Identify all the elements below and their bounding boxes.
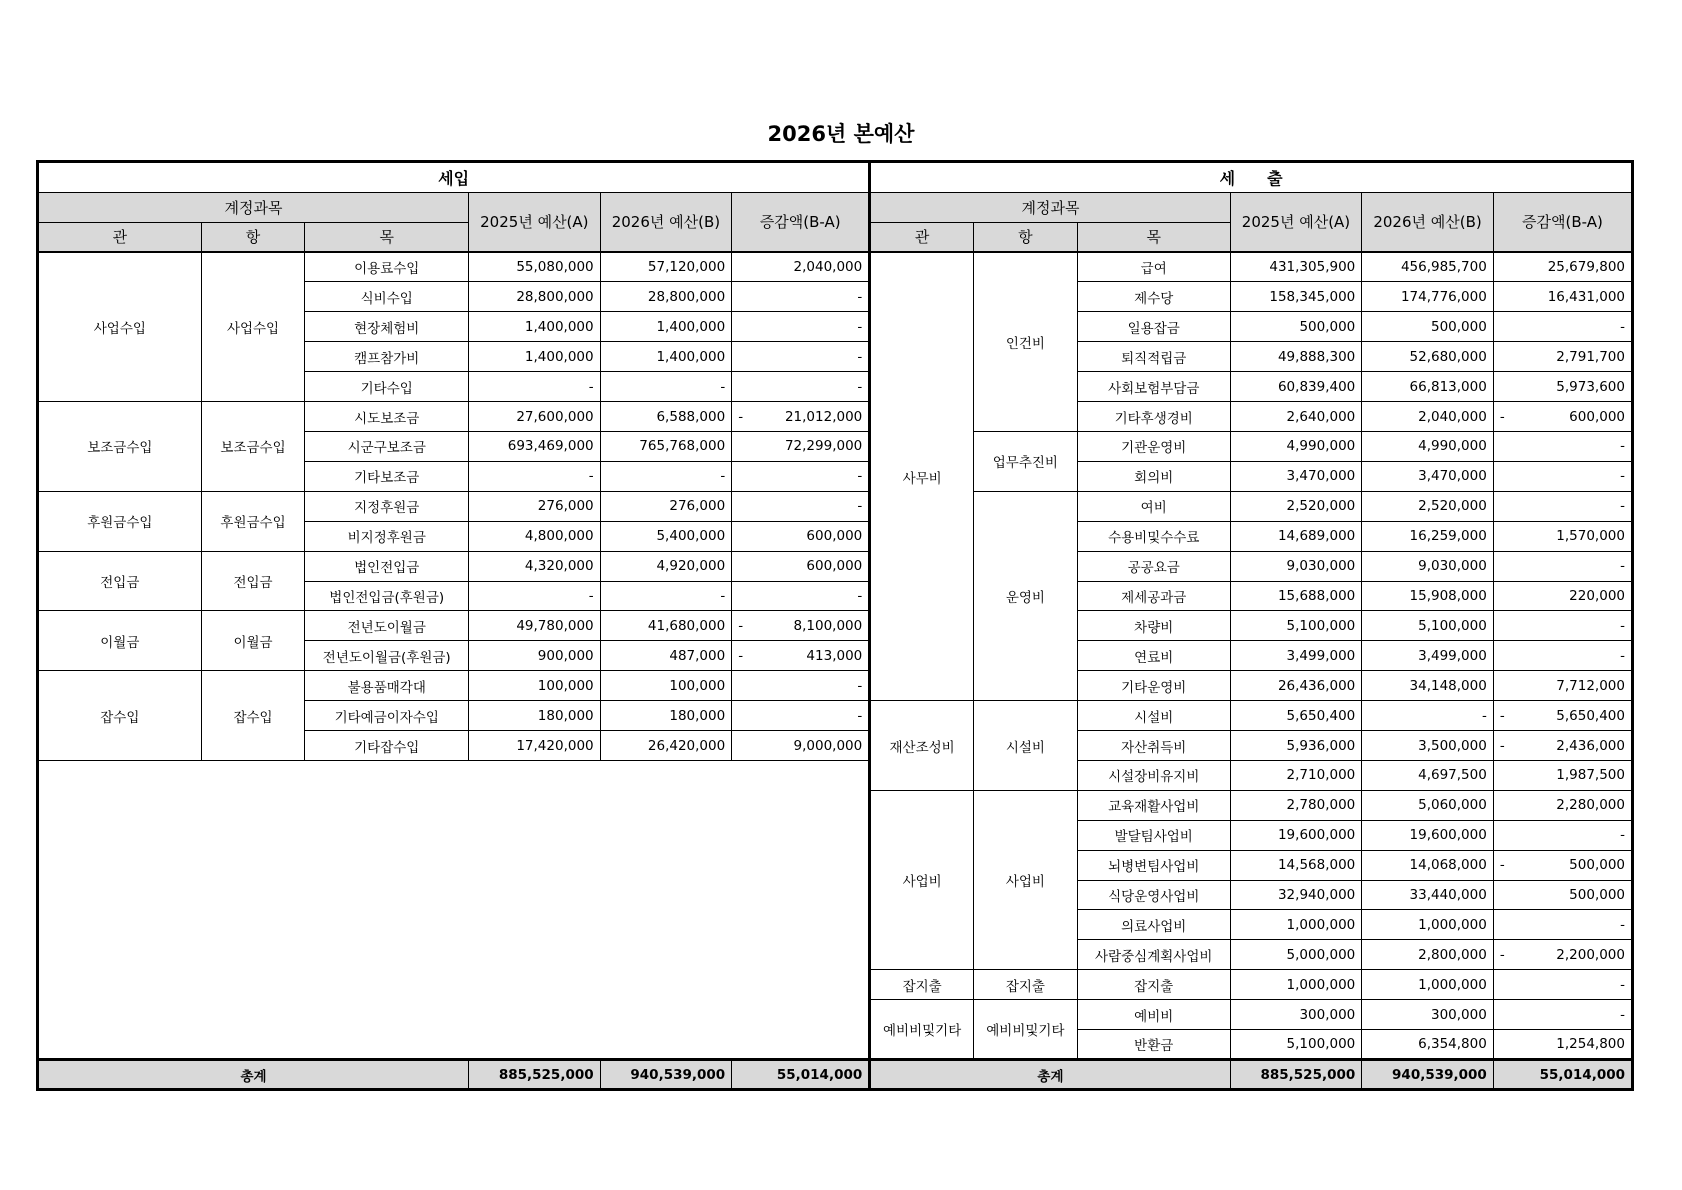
expense-total-a: 885,525,000 — [1230, 1060, 1362, 1090]
income-mok: 식비수입 — [305, 282, 469, 312]
expense-a: 2,710,000 — [1230, 760, 1362, 790]
income-a: 1,400,000 — [469, 342, 601, 372]
expense-mok: 식당운영사업비 — [1077, 880, 1230, 910]
expense-mok: 공공요금 — [1077, 551, 1230, 581]
income-mok: 시도보조금 — [305, 402, 469, 432]
expense-diff: - — [1493, 491, 1632, 521]
income-a: - — [469, 372, 601, 402]
expense-a: 3,470,000 — [1230, 461, 1362, 491]
expense-b: 1,000,000 — [1362, 970, 1494, 1000]
expense-a: 19,600,000 — [1230, 820, 1362, 850]
expense-b: 2,800,000 — [1362, 940, 1494, 970]
expense-mok: 의료사업비 — [1077, 910, 1230, 940]
expense-diff: - — [1493, 431, 1632, 461]
expense-a: 1,000,000 — [1230, 910, 1362, 940]
expense-diff: 25,679,800 — [1493, 252, 1632, 282]
expense-mok: 회의비 — [1077, 461, 1230, 491]
income-diff: - — [732, 491, 870, 521]
income-b: 487,000 — [600, 641, 732, 671]
income-diff-value: 413,000 — [806, 647, 863, 664]
expense-diff-sign: - — [1499, 857, 1505, 874]
income-diff — [732, 402, 870, 432]
expense-diff: 5,973,600 — [1493, 372, 1632, 402]
income-diff: 9,000,000 — [732, 731, 870, 761]
expense-mok: 급여 — [1077, 252, 1230, 282]
expense-a: 5,100,000 — [1230, 1030, 1362, 1060]
expense-diff: 7,712,000 — [1493, 671, 1632, 701]
expense-diff: 16,431,000 — [1493, 282, 1632, 312]
total-row — [38, 1060, 1633, 1090]
expense-a: 5,650,400 — [1230, 701, 1362, 731]
table-row — [38, 252, 1633, 282]
income-diff: 600,000 — [732, 521, 870, 551]
expense-a: 158,345,000 — [1230, 282, 1362, 312]
expense-b: 52,680,000 — [1362, 342, 1494, 372]
income-b: 1,400,000 — [600, 342, 732, 372]
expense-diff: - — [1493, 461, 1632, 491]
expense-diff-sign: - — [1499, 946, 1505, 963]
expense-diff: - — [1493, 611, 1632, 641]
table-row — [38, 760, 1633, 790]
expense-hang: 운영비 — [974, 491, 1078, 700]
income-a: 27,600,000 — [469, 402, 601, 432]
income-b: 100,000 — [600, 671, 732, 701]
income-hang: 후원금수입 — [201, 491, 305, 551]
expense-a: 60,839,400 — [1230, 372, 1362, 402]
income-blank-area — [38, 760, 870, 1059]
income-a: 693,469,000 — [469, 431, 601, 461]
expense-b: 15,908,000 — [1362, 581, 1494, 611]
expense-diff: 500,000 — [1493, 880, 1632, 910]
income-gwan: 후원금수입 — [38, 491, 202, 551]
expense-b: 3,499,000 — [1362, 641, 1494, 671]
income-diff-value: 8,100,000 — [793, 617, 863, 634]
income-a: 180,000 — [469, 701, 601, 731]
expense-header-b: 2026년 예산(B) — [1362, 192, 1494, 252]
income-hang: 전입금 — [201, 551, 305, 611]
income-a: 4,320,000 — [469, 551, 601, 581]
expense-mok: 제수당 — [1077, 282, 1230, 312]
income-mok: 전년도이월금(후원금) — [305, 641, 469, 671]
expense-b: 2,040,000 — [1362, 402, 1494, 432]
income-total-diff: 55,014,000 — [732, 1060, 870, 1090]
income-mok: 이용료수입 — [305, 252, 469, 282]
expense-hang: 사업비 — [974, 790, 1078, 969]
expense-b: 2,520,000 — [1362, 491, 1494, 521]
income-diff — [732, 611, 870, 641]
income-diff: 72,299,000 — [732, 431, 870, 461]
income-b: 1,400,000 — [600, 312, 732, 342]
income-header-mok: 목 — [305, 222, 469, 252]
expense-hang: 잡지출 — [974, 970, 1078, 1000]
page-title: 2026년 본예산 — [767, 122, 915, 146]
expense-diff-sign: - — [1499, 408, 1505, 425]
expense-diff: - — [1493, 641, 1632, 671]
income-a: 276,000 — [469, 491, 601, 521]
expense-diff — [1493, 940, 1632, 970]
income-a: 17,420,000 — [469, 731, 601, 761]
expense-a: 2,520,000 — [1230, 491, 1362, 521]
expense-diff: 2,280,000 — [1493, 790, 1632, 820]
expense-b: 5,100,000 — [1362, 611, 1494, 641]
income-mok: 전년도이월금 — [305, 611, 469, 641]
expense-mok: 잡지출 — [1077, 970, 1230, 1000]
income-mok: 비지정후원금 — [305, 521, 469, 551]
expense-diff-value: 2,200,000 — [1556, 946, 1625, 963]
expense-diff: - — [1493, 820, 1632, 850]
expense-a: 32,940,000 — [1230, 880, 1362, 910]
income-b: 28,800,000 — [600, 282, 732, 312]
income-mok: 캠프참가비 — [305, 342, 469, 372]
expense-mok: 기관운영비 — [1077, 431, 1230, 461]
income-b: - — [600, 461, 732, 491]
expense-mok: 시설비 — [1077, 701, 1230, 731]
expense-header-gwan: 관 — [870, 222, 974, 252]
income-total-b: 940,539,000 — [600, 1060, 732, 1090]
income-b: 26,420,000 — [600, 731, 732, 761]
column-header-row — [38, 192, 1633, 222]
expense-mok: 자산취득비 — [1077, 731, 1230, 761]
table-row — [38, 611, 1633, 641]
income-diff-value: 21,012,000 — [784, 408, 863, 425]
expense-a: 500,000 — [1230, 312, 1362, 342]
income-hang: 이월금 — [201, 611, 305, 671]
expense-diff: 2,791,700 — [1493, 342, 1632, 372]
expense-header-a: 2025년 예산(A) — [1230, 192, 1362, 252]
expense-diff: - — [1493, 312, 1632, 342]
income-a: 49,780,000 — [469, 611, 601, 641]
expense-section-title: 세 출 — [870, 162, 1633, 193]
income-diff: - — [732, 312, 870, 342]
expense-total-b: 940,539,000 — [1362, 1060, 1494, 1090]
expense-mok: 예비비 — [1077, 1000, 1230, 1030]
income-gwan: 잡수입 — [38, 671, 202, 761]
expense-header-mok: 목 — [1077, 222, 1230, 252]
expense-gwan: 예비비및기타 — [870, 1000, 974, 1060]
income-header-a: 2025년 예산(A) — [469, 192, 601, 252]
expense-a: 49,888,300 — [1230, 342, 1362, 372]
expense-diff: 1,987,500 — [1493, 760, 1632, 790]
expense-a: 5,100,000 — [1230, 611, 1362, 641]
income-diff: - — [732, 581, 870, 611]
income-hang: 보조금수입 — [201, 402, 305, 492]
income-header-group: 계정과목 — [38, 192, 469, 222]
income-gwan: 보조금수입 — [38, 402, 202, 492]
income-gwan: 사업수입 — [38, 252, 202, 402]
table-row — [38, 551, 1633, 581]
expense-mok: 수용비및수수료 — [1077, 521, 1230, 551]
expense-gwan: 사업비 — [870, 790, 974, 969]
expense-diff-value: 2,436,000 — [1556, 737, 1625, 754]
income-header-diff: 증감액(B-A) — [732, 192, 870, 252]
expense-a: 2,780,000 — [1230, 790, 1362, 820]
income-total-a: 885,525,000 — [469, 1060, 601, 1090]
income-mok: 지정후원금 — [305, 491, 469, 521]
expense-a: 431,305,900 — [1230, 252, 1362, 282]
expense-diff — [1493, 850, 1632, 880]
expense-b: 19,600,000 — [1362, 820, 1494, 850]
income-mok: 불용품매각대 — [305, 671, 469, 701]
income-b: 180,000 — [600, 701, 732, 731]
expense-b: 3,470,000 — [1362, 461, 1494, 491]
expense-total-label: 총계 — [870, 1060, 1230, 1090]
expense-diff — [1493, 731, 1632, 761]
expense-mok: 발달팀사업비 — [1077, 820, 1230, 850]
expense-total-diff: 55,014,000 — [1493, 1060, 1632, 1090]
income-diff: - — [732, 282, 870, 312]
expense-diff: 1,570,000 — [1493, 521, 1632, 551]
income-b: - — [600, 372, 732, 402]
expense-hang: 인건비 — [974, 252, 1078, 431]
income-diff: - — [732, 461, 870, 491]
income-header-gwan: 관 — [38, 222, 202, 252]
income-diff-sign: - — [738, 647, 744, 664]
income-header-hang: 항 — [201, 222, 305, 252]
income-diff: 2,040,000 — [732, 252, 870, 282]
table-row — [38, 491, 1633, 521]
expense-diff: - — [1493, 551, 1632, 581]
income-hang: 잡수입 — [201, 671, 305, 761]
expense-diff: 220,000 — [1493, 581, 1632, 611]
income-mok: 법인전입금(후원금) — [305, 581, 469, 611]
income-b: 765,768,000 — [600, 431, 732, 461]
income-mok: 시군구보조금 — [305, 431, 469, 461]
expense-gwan: 사무비 — [870, 252, 974, 701]
expense-header-hang: 항 — [974, 222, 1078, 252]
income-a: 900,000 — [469, 641, 601, 671]
expense-b: 14,068,000 — [1362, 850, 1494, 880]
expense-mok: 퇴직적립금 — [1077, 342, 1230, 372]
expense-a: 5,000,000 — [1230, 940, 1362, 970]
expense-mok: 일용잡금 — [1077, 312, 1230, 342]
expense-a: 14,689,000 — [1230, 521, 1362, 551]
budget-table — [36, 160, 1634, 1091]
income-mok: 현장체험비 — [305, 312, 469, 342]
expense-diff: 1,254,800 — [1493, 1030, 1632, 1060]
income-mok: 기타수입 — [305, 372, 469, 402]
expense-mok: 교육재활사업비 — [1077, 790, 1230, 820]
income-diff: - — [732, 671, 870, 701]
expense-b: 4,697,500 — [1362, 760, 1494, 790]
expense-b: 4,990,000 — [1362, 431, 1494, 461]
expense-mok: 차량비 — [1077, 611, 1230, 641]
expense-gwan: 재산조성비 — [870, 701, 974, 791]
income-a: - — [469, 461, 601, 491]
expense-a: 1,000,000 — [1230, 970, 1362, 1000]
expense-header-group: 계정과목 — [870, 192, 1230, 222]
table-row — [38, 402, 1633, 432]
expense-a: 9,030,000 — [1230, 551, 1362, 581]
income-b: 57,120,000 — [600, 252, 732, 282]
expense-diff: - — [1493, 1000, 1632, 1030]
income-a: 100,000 — [469, 671, 601, 701]
expense-b: 6,354,800 — [1362, 1030, 1494, 1060]
income-a: - — [469, 581, 601, 611]
income-diff: - — [732, 372, 870, 402]
table-row — [38, 671, 1633, 701]
income-mok: 기타예금이자수입 — [305, 701, 469, 731]
expense-b: 456,985,700 — [1362, 252, 1494, 282]
expense-mok: 뇌병변팀사업비 — [1077, 850, 1230, 880]
expense-diff: - — [1493, 910, 1632, 940]
expense-mok: 기타후생경비 — [1077, 402, 1230, 432]
expense-mok: 연료비 — [1077, 641, 1230, 671]
section-header-row — [38, 162, 1633, 193]
expense-diff-sign: - — [1499, 737, 1505, 754]
expense-hang: 예비비및기타 — [974, 1000, 1078, 1060]
income-diff: - — [732, 701, 870, 731]
expense-diff: - — [1493, 970, 1632, 1000]
income-gwan: 이월금 — [38, 611, 202, 671]
expense-diff — [1493, 402, 1632, 432]
income-a: 28,800,000 — [469, 282, 601, 312]
income-mok: 기타잡수입 — [305, 731, 469, 761]
expense-b: 16,259,000 — [1362, 521, 1494, 551]
expense-a: 300,000 — [1230, 1000, 1362, 1030]
expense-hang: 업무추진비 — [974, 431, 1078, 491]
expense-a: 2,640,000 — [1230, 402, 1362, 432]
income-b: 5,400,000 — [600, 521, 732, 551]
income-b: 4,920,000 — [600, 551, 732, 581]
income-section-title: 세입 — [38, 162, 870, 193]
expense-mok: 제세공과금 — [1077, 581, 1230, 611]
income-gwan: 전입금 — [38, 551, 202, 611]
expense-b: 500,000 — [1362, 312, 1494, 342]
income-b: 276,000 — [600, 491, 732, 521]
expense-diff-sign: - — [1499, 707, 1505, 724]
expense-b: 34,148,000 — [1362, 671, 1494, 701]
expense-b: 33,440,000 — [1362, 880, 1494, 910]
expense-diff-value: 500,000 — [1569, 857, 1625, 874]
expense-diff-value: 5,650,400 — [1556, 707, 1625, 724]
income-diff-sign: - — [738, 617, 744, 634]
expense-b: 174,776,000 — [1362, 282, 1494, 312]
expense-b: 300,000 — [1362, 1000, 1494, 1030]
income-mok: 법인전입금 — [305, 551, 469, 581]
expense-diff — [1493, 701, 1632, 731]
income-a: 55,080,000 — [469, 252, 601, 282]
income-total-label: 총계 — [38, 1060, 469, 1090]
income-b: - — [600, 581, 732, 611]
income-diff: 600,000 — [732, 551, 870, 581]
expense-b: 9,030,000 — [1362, 551, 1494, 581]
expense-mok: 시설장비유지비 — [1077, 760, 1230, 790]
income-b: 41,680,000 — [600, 611, 732, 641]
income-diff — [732, 641, 870, 671]
expense-a: 3,499,000 — [1230, 641, 1362, 671]
expense-a: 15,688,000 — [1230, 581, 1362, 611]
expense-a: 5,936,000 — [1230, 731, 1362, 761]
expense-header-diff: 증감액(B-A) — [1493, 192, 1632, 252]
expense-a: 4,990,000 — [1230, 431, 1362, 461]
income-mok: 기타보조금 — [305, 461, 469, 491]
income-a: 4,800,000 — [469, 521, 601, 551]
expense-b: 5,060,000 — [1362, 790, 1494, 820]
income-hang: 사업수입 — [201, 252, 305, 402]
income-diff-sign: - — [738, 408, 744, 425]
expense-mok: 사회보험부담금 — [1077, 372, 1230, 402]
expense-gwan: 잡지출 — [870, 970, 974, 1000]
expense-a: 14,568,000 — [1230, 850, 1362, 880]
expense-hang: 시설비 — [974, 701, 1078, 791]
expense-mok: 반환금 — [1077, 1030, 1230, 1060]
expense-mok: 여비 — [1077, 491, 1230, 521]
expense-a: 26,436,000 — [1230, 671, 1362, 701]
expense-b: 3,500,000 — [1362, 731, 1494, 761]
expense-b: 66,813,000 — [1362, 372, 1494, 402]
income-header-b: 2026년 예산(B) — [600, 192, 732, 252]
income-b: 6,588,000 — [600, 402, 732, 432]
expense-b: 1,000,000 — [1362, 910, 1494, 940]
expense-mok: 사람중심계획사업비 — [1077, 940, 1230, 970]
income-diff: - — [732, 342, 870, 372]
expense-mok: 기타운영비 — [1077, 671, 1230, 701]
expense-diff-value: 600,000 — [1569, 408, 1625, 425]
expense-b: - — [1362, 701, 1494, 731]
income-a: 1,400,000 — [469, 312, 601, 342]
